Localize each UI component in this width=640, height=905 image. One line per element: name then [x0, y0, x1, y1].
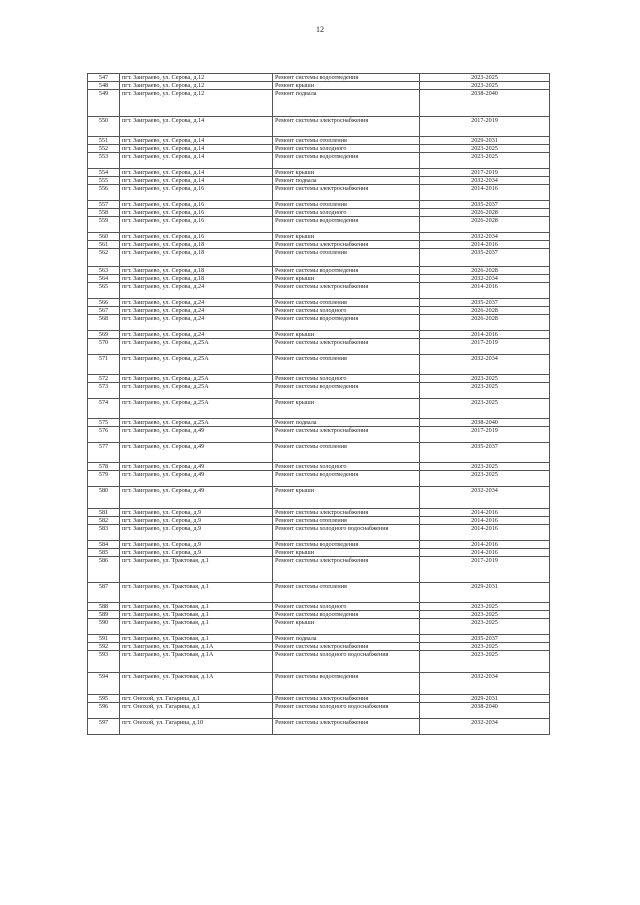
row-address: пгт. Заиграево, ул. Серова, д.49: [120, 443, 273, 463]
row-work-type: Ремонт системы отопления: [273, 517, 420, 525]
row-number: 583: [88, 525, 120, 541]
row-period: 2023-2025: [420, 463, 550, 471]
row-address: пгт. Заиграево, ул. Серова, д.9: [120, 509, 273, 517]
table-row: [88, 185, 550, 201]
row-address: пгт. Заиграево, ул. Серова, д.12: [120, 90, 273, 117]
row-address: пгт. Заиграево, ул. Серова, д.16: [120, 233, 273, 241]
row-address: пгт. Заиграево, ул. Серова, д.24: [120, 307, 273, 315]
row-period: 2014-2016: [420, 549, 550, 557]
row-work-type: Ремонт системы отопления: [273, 583, 420, 603]
row-number: 577: [88, 443, 120, 463]
row-period: 2032-2034: [420, 487, 550, 509]
row-number: 594: [88, 673, 120, 695]
row-period: 2017-2019: [420, 339, 550, 355]
table-row: [88, 233, 550, 241]
table-body: [88, 74, 550, 735]
row-work-type: Ремонт системы электроснабжения: [273, 427, 420, 443]
row-period: 2023-2025: [420, 471, 550, 487]
row-work-type: Ремонт крыши: [273, 549, 420, 557]
table-row: [88, 90, 550, 117]
row-number: 592: [88, 643, 120, 651]
row-number: 587: [88, 583, 120, 603]
row-address: пгт. Заиграево, ул. Серова, д.9: [120, 541, 273, 549]
row-period: 2035-2037: [420, 635, 550, 643]
row-period: 2029-2031: [420, 137, 550, 145]
row-period: 2014-2016: [420, 331, 550, 339]
table-row: [88, 74, 550, 82]
table-row: [88, 463, 550, 471]
row-period: 2014-2016: [420, 541, 550, 549]
row-period: 2023-2025: [420, 375, 550, 383]
row-number: 552: [88, 145, 120, 153]
row-number: 568: [88, 315, 120, 331]
table-row: [88, 509, 550, 517]
row-number: 591: [88, 635, 120, 643]
row-work-type: Ремонт системы электроснабжения: [273, 241, 420, 249]
row-work-type: Ремонт системы водоотведения: [273, 673, 420, 695]
row-number: 574: [88, 399, 120, 419]
row-period: 2038-2040: [420, 419, 550, 427]
table-row: [88, 673, 550, 695]
row-period: 2023-2025: [420, 145, 550, 153]
table-row: [88, 355, 550, 375]
row-period: 2026-2028: [420, 307, 550, 315]
row-work-type: Ремонт крыши: [273, 331, 420, 339]
table-row: [88, 695, 550, 703]
row-number: 579: [88, 471, 120, 487]
row-address: пгт. Заиграево, ул. Серова, д.24: [120, 283, 273, 299]
row-number: 571: [88, 355, 120, 375]
row-work-type: Ремонт системы электроснабжения: [273, 185, 420, 201]
row-address: пгт. Заиграево, ул. Трактовая, д.1: [120, 583, 273, 603]
row-work-type: Ремонт системы холодного: [273, 145, 420, 153]
table-row: [88, 177, 550, 185]
row-number: 557: [88, 201, 120, 209]
table-row: [88, 249, 550, 267]
row-address: пгт. Заиграево, ул. Трактовая, д.1: [120, 557, 273, 583]
row-period: 2017-2019: [420, 557, 550, 583]
table-row: [88, 137, 550, 145]
row-address: пгт. Заиграево, ул. Серова, д.14: [120, 177, 273, 185]
row-address: пгт. Заиграево, ул. Серова, д.49: [120, 471, 273, 487]
table-row: [88, 619, 550, 635]
row-period: 2023-2025: [420, 74, 550, 82]
row-number: 569: [88, 331, 120, 339]
row-address: пгт. Заиграево, ул. Серова, д.9: [120, 549, 273, 557]
table-row: [88, 331, 550, 339]
row-address: пгт. Онохой, ул. Гагарина, д.1: [120, 703, 273, 719]
row-work-type: Ремонт системы электроснабжения: [273, 509, 420, 517]
table-row: [88, 375, 550, 383]
row-number: 566: [88, 299, 120, 307]
row-period: 2023-2025: [420, 82, 550, 90]
row-period: 2038-2040: [420, 90, 550, 117]
row-period: 2017-2019: [420, 117, 550, 137]
row-period: 2035-2037: [420, 201, 550, 209]
row-work-type: Ремонт подвала: [273, 635, 420, 643]
table-row: [88, 241, 550, 249]
row-work-type: Ремонт системы холодного водоснабжения: [273, 525, 420, 541]
row-work-type: Ремонт системы водоотведения: [273, 267, 420, 275]
table-row: [88, 283, 550, 299]
row-work-type: Ремонт крыши: [273, 82, 420, 90]
row-work-type: Ремонт подвала: [273, 90, 420, 117]
row-number: 550: [88, 117, 120, 137]
row-address: пгт. Заиграево, ул. Серова, д.12: [120, 82, 273, 90]
table-row: [88, 487, 550, 509]
table-row: [88, 299, 550, 307]
table-row: [88, 383, 550, 399]
row-work-type: Ремонт системы электроснабжения: [273, 283, 420, 299]
table-row: [88, 541, 550, 549]
row-period: 2026-2028: [420, 217, 550, 233]
row-number: 580: [88, 487, 120, 509]
row-number: 551: [88, 137, 120, 145]
row-period: 2017-2019: [420, 169, 550, 177]
row-work-type: Ремонт системы водоотведения: [273, 541, 420, 549]
row-number: 575: [88, 419, 120, 427]
row-work-type: Ремонт системы отопления: [273, 355, 420, 375]
row-period: 2038-2040: [420, 703, 550, 719]
row-work-type: Ремонт системы электроснабжения: [273, 117, 420, 137]
row-work-type: Ремонт системы отопления: [273, 249, 420, 267]
table-row: [88, 339, 550, 355]
row-period: 2032-2034: [420, 233, 550, 241]
row-address: пгт. Заиграево, ул. Серова, д.16: [120, 201, 273, 209]
row-period: 2026-2028: [420, 315, 550, 331]
row-period: 2035-2037: [420, 249, 550, 267]
row-address: пгт. Заиграево, ул. Серова, д.14: [120, 137, 273, 145]
row-work-type: Ремонт системы отопления: [273, 443, 420, 463]
row-address: пгт. Заиграево, ул. Серова, д.24: [120, 315, 273, 331]
row-address: пгт. Заиграево, ул. Серова, д.16: [120, 209, 273, 217]
row-work-type: Ремонт системы холодного водоснабжения: [273, 703, 420, 719]
row-period: 2023-2025: [420, 399, 550, 419]
row-address: пгт. Заиграево, ул. Серова, д.16: [120, 217, 273, 233]
row-address: пгт. Заиграево, ул. Трактовая, д.1: [120, 611, 273, 619]
row-number: 590: [88, 619, 120, 635]
row-work-type: Ремонт системы отопления: [273, 137, 420, 145]
row-period: 2023-2025: [420, 611, 550, 619]
row-address: пгт. Заиграево, ул. Серова, д.25А: [120, 399, 273, 419]
table-row: [88, 525, 550, 541]
table-row: [88, 267, 550, 275]
row-number: 565: [88, 283, 120, 299]
row-work-type: Ремонт системы холодного: [273, 603, 420, 611]
row-period: 2032-2034: [420, 177, 550, 185]
row-period: 2014-2016: [420, 517, 550, 525]
row-number: 581: [88, 509, 120, 517]
row-work-type: Ремонт подвала: [273, 177, 420, 185]
row-address: пгт. Заиграево, ул. Серова, д.49: [120, 487, 273, 509]
row-period: 2023-2025: [420, 153, 550, 169]
row-address: пгт. Заиграево, ул. Серова, д.18: [120, 267, 273, 275]
row-number: 547: [88, 74, 120, 82]
row-number: 570: [88, 339, 120, 355]
table-row: [88, 82, 550, 90]
row-period: 2029-2031: [420, 583, 550, 603]
table-row: [88, 117, 550, 137]
row-number: 554: [88, 169, 120, 177]
table-row: [88, 217, 550, 233]
row-work-type: Ремонт подвала: [273, 419, 420, 427]
row-address: пгт. Онохой, ул. Гагарина, д.10: [120, 719, 273, 735]
row-period: 2023-2025: [420, 619, 550, 635]
row-period: 2032-2034: [420, 355, 550, 375]
row-number: 564: [88, 275, 120, 283]
row-work-type: Ремонт системы холодного водоснабжения: [273, 651, 420, 673]
row-number: 595: [88, 695, 120, 703]
row-work-type: Ремонт системы водоотведения: [273, 74, 420, 82]
row-work-type: Ремонт крыши: [273, 275, 420, 283]
row-number: 584: [88, 541, 120, 549]
table-row: [88, 611, 550, 619]
row-address: пгт. Заиграево, ул. Трактовая, д.1: [120, 619, 273, 635]
row-number: 582: [88, 517, 120, 525]
row-address: пгт. Заиграево, ул. Серова, д.14: [120, 145, 273, 153]
page-number: 12: [316, 25, 324, 34]
row-work-type: Ремонт системы водоотведения: [273, 611, 420, 619]
row-period: 2023-2025: [420, 383, 550, 399]
row-address: пгт. Заиграево, ул. Серова, д.18: [120, 249, 273, 267]
table-row: [88, 643, 550, 651]
table-row: [88, 419, 550, 427]
row-period: 2014-2016: [420, 241, 550, 249]
row-period: 2032-2034: [420, 719, 550, 735]
row-address: пгт. Заиграево, ул. Серова, д.49: [120, 463, 273, 471]
row-work-type: Ремонт системы отопления: [273, 299, 420, 307]
table-row: [88, 583, 550, 603]
row-work-type: Ремонт системы водоотведения: [273, 383, 420, 399]
row-work-type: Ремонт системы отопления: [273, 201, 420, 209]
row-work-type: Ремонт системы электроснабжения: [273, 695, 420, 703]
table-row: [88, 169, 550, 177]
row-work-type: Ремонт системы электроснабжения: [273, 719, 420, 735]
row-work-type: Ремонт системы холодного: [273, 209, 420, 217]
table-row: [88, 201, 550, 209]
row-number: 593: [88, 651, 120, 673]
row-number: 567: [88, 307, 120, 315]
row-address: пгт. Заиграево, ул. Серова, д.14: [120, 169, 273, 177]
table-row: [88, 443, 550, 463]
row-number: 578: [88, 463, 120, 471]
table-row: [88, 557, 550, 583]
row-address: пгт. Заиграево, ул. Серова, д.16: [120, 185, 273, 201]
row-number: 572: [88, 375, 120, 383]
row-period: 2035-2037: [420, 299, 550, 307]
table-row: [88, 549, 550, 557]
row-period: 2023-2025: [420, 603, 550, 611]
row-work-type: Ремонт крыши: [273, 399, 420, 419]
row-address: пгт. Заиграево, ул. Трактовая, д.1: [120, 635, 273, 643]
row-work-type: Ремонт крыши: [273, 233, 420, 241]
table-row: [88, 603, 550, 611]
table-row: [88, 635, 550, 643]
row-period: 2032-2034: [420, 275, 550, 283]
row-work-type: Ремонт системы водоотведения: [273, 471, 420, 487]
row-work-type: Ремонт системы холодного: [273, 463, 420, 471]
row-work-type: Ремонт системы холодного: [273, 307, 420, 315]
row-number: 555: [88, 177, 120, 185]
row-period: 2014-2016: [420, 525, 550, 541]
row-work-type: Ремонт системы водоотведения: [273, 153, 420, 169]
row-period: 2014-2016: [420, 283, 550, 299]
row-period: 2026-2028: [420, 209, 550, 217]
row-number: 573: [88, 383, 120, 399]
table-row: [88, 209, 550, 217]
row-address: пгт. Заиграево, ул. Серова, д.18: [120, 275, 273, 283]
row-number: 596: [88, 703, 120, 719]
row-work-type: Ремонт системы электроснабжения: [273, 339, 420, 355]
row-number: 562: [88, 249, 120, 267]
row-number: 548: [88, 82, 120, 90]
row-address: пгт. Заиграево, ул. Серова, д.14: [120, 117, 273, 137]
row-address: пгт. Заиграево, ул. Серова, д.14: [120, 153, 273, 169]
row-address: пгт. Заиграево, ул. Серова, д.49: [120, 427, 273, 443]
row-number: 589: [88, 611, 120, 619]
row-address: пгт. Заиграево, ул. Трактовая, д.1: [120, 603, 273, 611]
row-address: пгт. Заиграево, ул. Серова, д.25А: [120, 383, 273, 399]
row-address: пгт. Заиграево, ул. Серова, д.9: [120, 525, 273, 541]
row-number: 556: [88, 185, 120, 201]
row-address: пгт. Заиграево, ул. Трактовая, д.1А: [120, 643, 273, 651]
row-address: пгт. Заиграево, ул. Серова, д.25А: [120, 375, 273, 383]
row-period: 2014-2016: [420, 185, 550, 201]
row-address: пгт. Заиграево, ул. Трактовая, д.1А: [120, 673, 273, 695]
table-row: [88, 275, 550, 283]
table-row: [88, 399, 550, 419]
row-work-type: Ремонт системы водоотведения: [273, 217, 420, 233]
row-work-type: Ремонт системы холодного: [273, 375, 420, 383]
row-address: пгт. Заиграево, ул. Серова, д.25А: [120, 419, 273, 427]
table-row: [88, 153, 550, 169]
row-period: 2032-2034: [420, 673, 550, 695]
row-work-type: Ремонт крыши: [273, 487, 420, 509]
row-number: 549: [88, 90, 120, 117]
row-number: 597: [88, 719, 120, 735]
row-address: пгт. Заиграево, ул. Серова, д.24: [120, 331, 273, 339]
capital-repair-table: [87, 73, 550, 735]
row-period: 2026-2028: [420, 267, 550, 275]
row-number: 560: [88, 233, 120, 241]
row-period: 2023-2025: [420, 643, 550, 651]
row-number: 558: [88, 209, 120, 217]
table-row: [88, 307, 550, 315]
row-period: 2017-2019: [420, 427, 550, 443]
row-address: пгт. Заиграево, ул. Серова, д.25А: [120, 355, 273, 375]
row-number: 559: [88, 217, 120, 233]
table-row: [88, 651, 550, 673]
row-address: пгт. Заиграево, ул. Серова, д.24: [120, 299, 273, 307]
row-number: 561: [88, 241, 120, 249]
row-period: 2014-2016: [420, 509, 550, 517]
table-row: [88, 427, 550, 443]
row-work-type: Ремонт системы электроснабжения: [273, 557, 420, 583]
row-period: 2023-2025: [420, 651, 550, 673]
row-number: 586: [88, 557, 120, 583]
row-address: пгт. Заиграево, ул. Трактовая, д.1А: [120, 651, 273, 673]
table-row: [88, 471, 550, 487]
row-address: пгт. Заиграево, ул. Серова, д.12: [120, 74, 273, 82]
table-row: [88, 517, 550, 525]
row-address: пгт. Онохой, ул. Гагарина, д.1: [120, 695, 273, 703]
row-number: 553: [88, 153, 120, 169]
table-row: [88, 315, 550, 331]
row-number: 563: [88, 267, 120, 275]
table-row: [88, 703, 550, 719]
row-work-type: Ремонт системы электроснабжения: [273, 643, 420, 651]
row-period: 2029-2031: [420, 695, 550, 703]
row-work-type: Ремонт крыши: [273, 169, 420, 177]
row-period: 2035-2037: [420, 443, 550, 463]
table-row: [88, 145, 550, 153]
row-number: 588: [88, 603, 120, 611]
row-number: 576: [88, 427, 120, 443]
table-row: [88, 719, 550, 735]
row-work-type: Ремонт системы водоотведения: [273, 315, 420, 331]
row-address: пгт. Заиграево, ул. Серова, д.25А: [120, 339, 273, 355]
row-number: 585: [88, 549, 120, 557]
row-address: пгт. Заиграево, ул. Серова, д.18: [120, 241, 273, 249]
row-work-type: Ремонт крыши: [273, 619, 420, 635]
row-address: пгт. Заиграево, ул. Серова, д.9: [120, 517, 273, 525]
